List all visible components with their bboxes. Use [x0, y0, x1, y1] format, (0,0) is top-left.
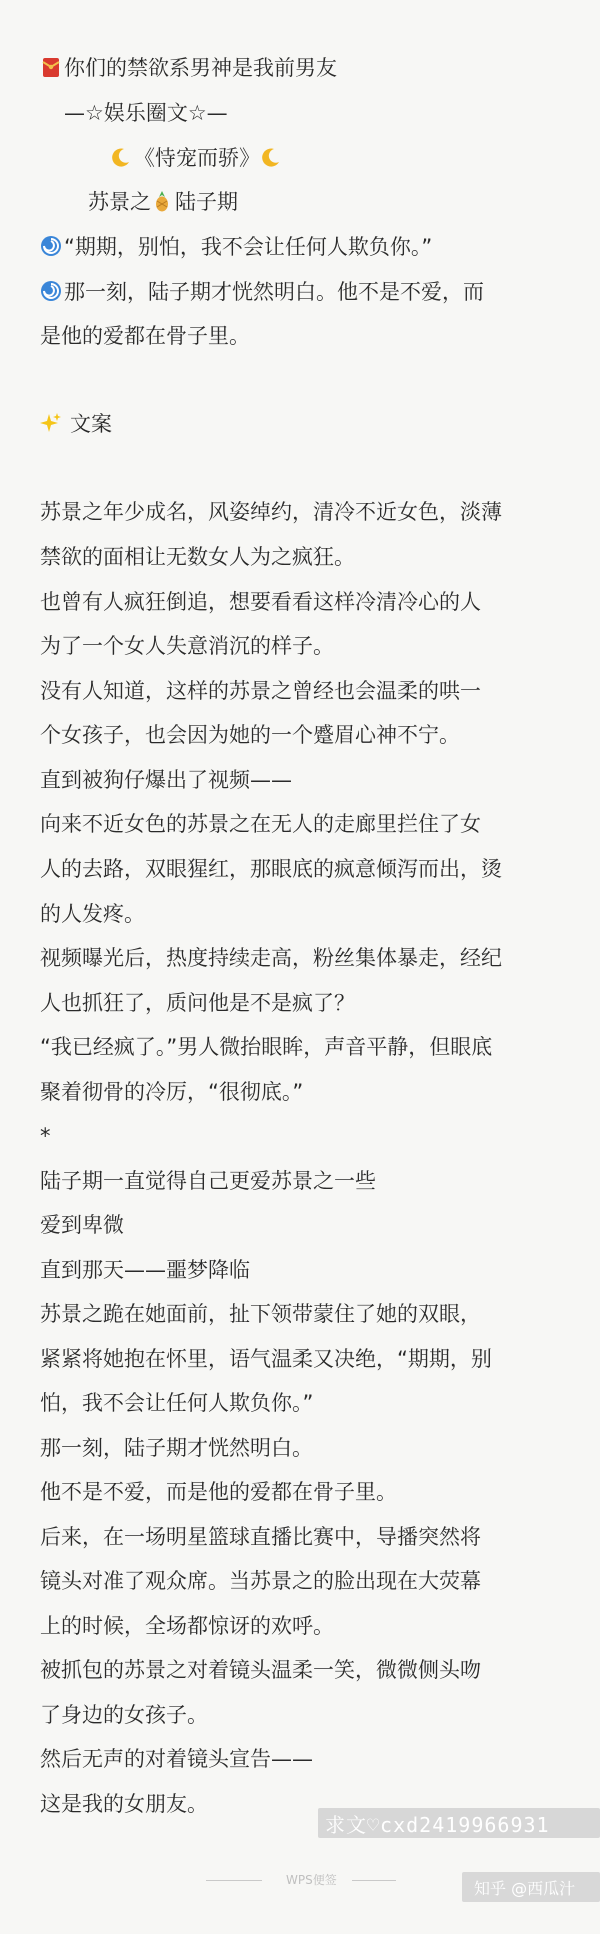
synopsis-line: 紧紧将她抱在怀里，语气温柔又决绝，“期期，别: [40, 1347, 492, 1371]
synopsis-line: 怕，我不会让任何人欺负你。”: [40, 1391, 314, 1415]
title-text: 你们的禁欲系男神是我前男友: [64, 56, 337, 80]
synopsis-line: 那一刻，陆子期才恍然明白。: [40, 1436, 313, 1460]
synopsis-line: 视频曝光后，热度持续走高，粉丝集体暴走，经纪: [40, 946, 502, 970]
synopsis-line: 没有人知道，这样的苏景之曾经也会温柔的哄一: [40, 679, 481, 703]
title-line: [40, 52, 574, 84]
cyclone-icon: [40, 235, 62, 257]
synopsis-line: 他不是不爱，而是他的爱都在骨子里。: [40, 1480, 397, 1504]
synopsis-line: *: [40, 1124, 51, 1148]
synopsis-line: 陆子期一直觉得自己更爱苏景之一些: [40, 1169, 376, 1193]
footer-app-label: WPS便签: [286, 1873, 337, 1887]
synopsis-line: 向来不近女色的苏景之在无人的走廊里拦住了女: [40, 812, 481, 836]
crescent-moon-icon: [260, 146, 282, 168]
synopsis-line: 这是我的女朋友。: [40, 1792, 208, 1816]
footer-divider-left: [206, 1880, 262, 1881]
synopsis-line: 人的去路，双眼猩红，那眼底的疯意倾泻而出，烫: [40, 857, 502, 881]
synopsis-line: 直到被狗仔爆出了视频——: [40, 768, 292, 792]
synopsis-line: 的人发疼。: [40, 902, 145, 926]
synopsis-line: “我已经疯了。”男人微抬眼眸，声音平静，但眼底: [40, 1035, 493, 1059]
pineapple-icon: [151, 190, 173, 212]
synopsis-line: 苏景之年少成名，风姿绰约，清冷不近女色，淡薄: [40, 500, 502, 524]
synopsis-line: 直到那天——噩梦降临: [40, 1258, 250, 1282]
synopsis-line: 聚着彻骨的冷厉，“很彻底。”: [40, 1080, 304, 1104]
synopsis-line: 上的时候，全场都惊讶的欢呼。: [40, 1614, 334, 1638]
book-title-line: [110, 142, 574, 174]
source-label: 知乎 @西瓜汁: [474, 1879, 576, 1898]
synopsis-line: 了身边的女孩子。: [40, 1703, 208, 1727]
synopsis-line: 个女孩子，也会因为她的一个蹙眉心神不宁。: [40, 723, 460, 747]
synopsis-line: 爱到卑微: [40, 1213, 124, 1237]
synopsis-line: 也曾有人疯狂倒追，想要看看这样冷清冷心的人: [40, 590, 481, 614]
sparkles-icon: [40, 412, 62, 434]
section-title-line: [40, 408, 574, 440]
crescent-moon-icon: [110, 146, 132, 168]
synopsis-line: 镜头对准了观众席。当苏景之的脸出现在大荧幕: [40, 1569, 481, 1593]
synopsis-line: 人也抓狂了，质问他是不是疯了？: [40, 991, 355, 1015]
footer-divider-right: [352, 1880, 396, 1881]
book-title-text: 《恃宠而骄》: [134, 146, 260, 170]
section-title: 文案: [70, 412, 112, 436]
quote-line-2: [40, 276, 574, 308]
couple-left: 苏景之: [88, 190, 151, 214]
quote-text-2a: 那一刻，陆子期才恍然明白。他不是不爱，而: [64, 280, 484, 304]
synopsis-line: 然后无声的对着镜头宣告——: [40, 1747, 313, 1771]
synopsis-line: 后来，在一场明星篮球直播比赛中，导播突然将: [40, 1525, 481, 1549]
watermark-text: 求文♡cxd2419966931: [325, 1813, 550, 1837]
red-envelope-icon: [40, 56, 62, 78]
synopsis-line: 禁欲的面相让无数女人为之疯狂。: [40, 545, 355, 569]
quote-line-2b: 是他的爱都在骨子里。: [40, 324, 250, 348]
couple-right: 陆子期: [175, 190, 238, 214]
couple-line: [88, 186, 574, 218]
quote-line-1: [40, 231, 574, 263]
synopsis-line: 苏景之跪在她面前，扯下领带蒙住了她的双眼，: [40, 1302, 481, 1326]
synopsis-line: 被抓包的苏景之对着镜头温柔一笑，微微侧头吻: [40, 1658, 481, 1682]
genre-line: —☆娱乐圈文☆—: [64, 101, 228, 125]
cyclone-icon: [40, 280, 62, 302]
synopsis-line: 为了一个女人失意消沉的样子。: [40, 634, 334, 658]
quote-text-1: “期期，别怕，我不会让任何人欺负你。”: [64, 235, 433, 259]
